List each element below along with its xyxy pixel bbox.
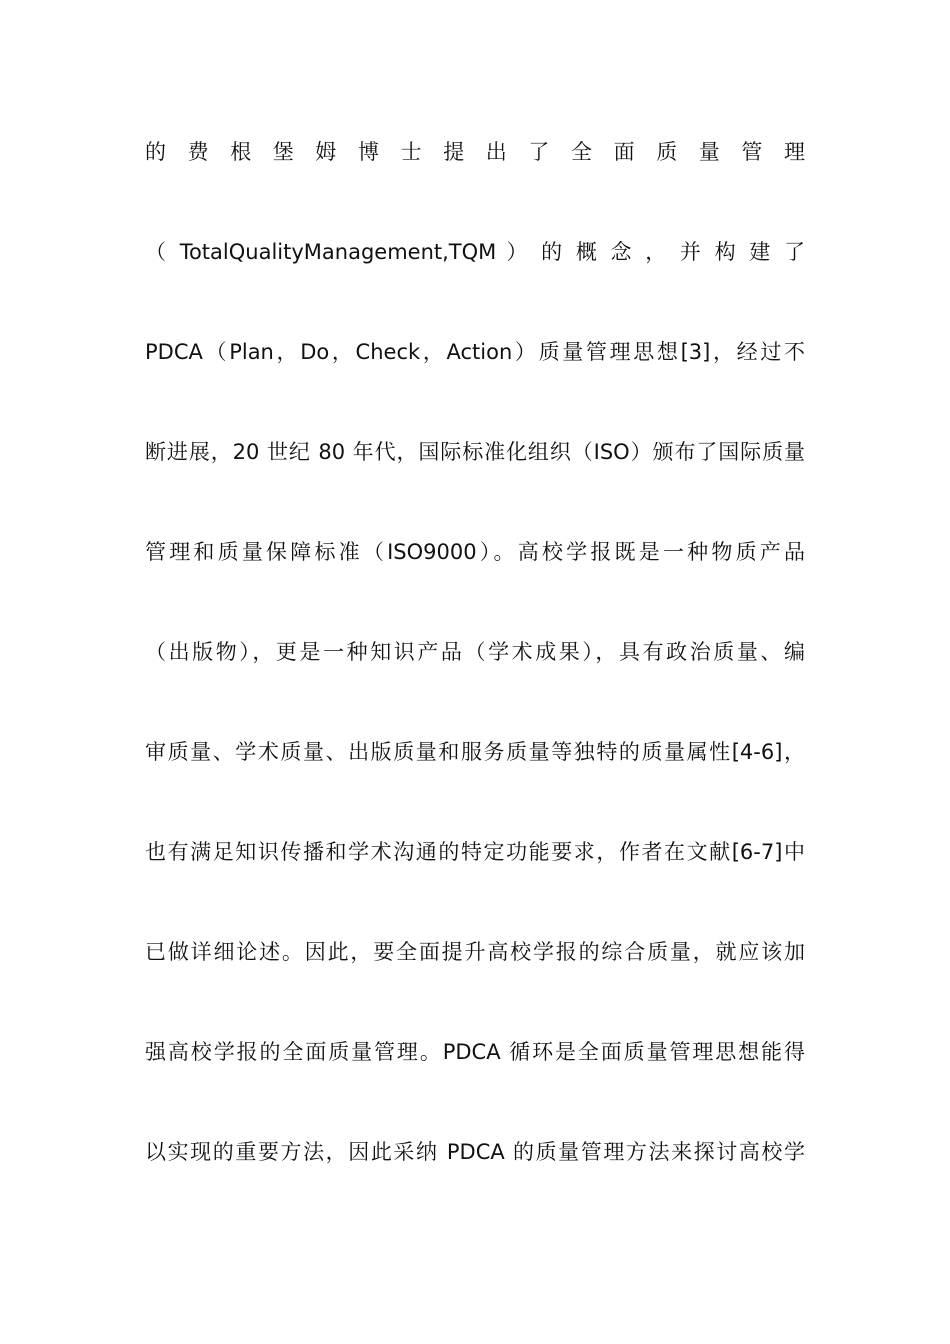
text-line-6: （出版物），更是一种知识产品（学术成果），具有政治质量、编 bbox=[145, 640, 805, 664]
text-line-3: PDCA（Plan，Do，Check，Action）质量管理思想[3]，经过不 bbox=[145, 340, 805, 364]
text-line-8: 也有满足知识传播和学术沟通的特定功能要求，作者在文献[6-7]中 bbox=[145, 840, 805, 864]
text-line-9: 已做详细论述。因此，要全面提升高校学报的综合质量，就应该加 bbox=[145, 940, 805, 964]
text-line-5: 管理和质量保障标准（ISO9000）。高校学报既是一种物质产品 bbox=[145, 540, 805, 564]
text-line-11: 以实现的重要方法，因此采纳 PDCA 的质量管理方法来探讨高校学 bbox=[145, 1140, 805, 1164]
text-line-4: 断进展，20 世纪 80 年代，国际标准化组织（ISO）颁布了国际质量 bbox=[145, 440, 805, 464]
text-line-2: （ TotalQualityManagement,TQM ） 的 概 念 ， 并 构 建 了 bbox=[145, 240, 805, 264]
text-line-1: 的 费 根 堡 姆 博 士 提 出 了 全 面 质 量 管 理 bbox=[145, 140, 805, 164]
text-line-10: 强高校学报的全面质量管理。PDCA 循环是全面质量管理思想能得 bbox=[145, 1040, 805, 1064]
body-text bbox=[145, 127, 805, 1227]
text-line-7: 审质量、学术质量、出版质量和服务质量等独特的质量属性[4-6]， bbox=[145, 740, 805, 764]
